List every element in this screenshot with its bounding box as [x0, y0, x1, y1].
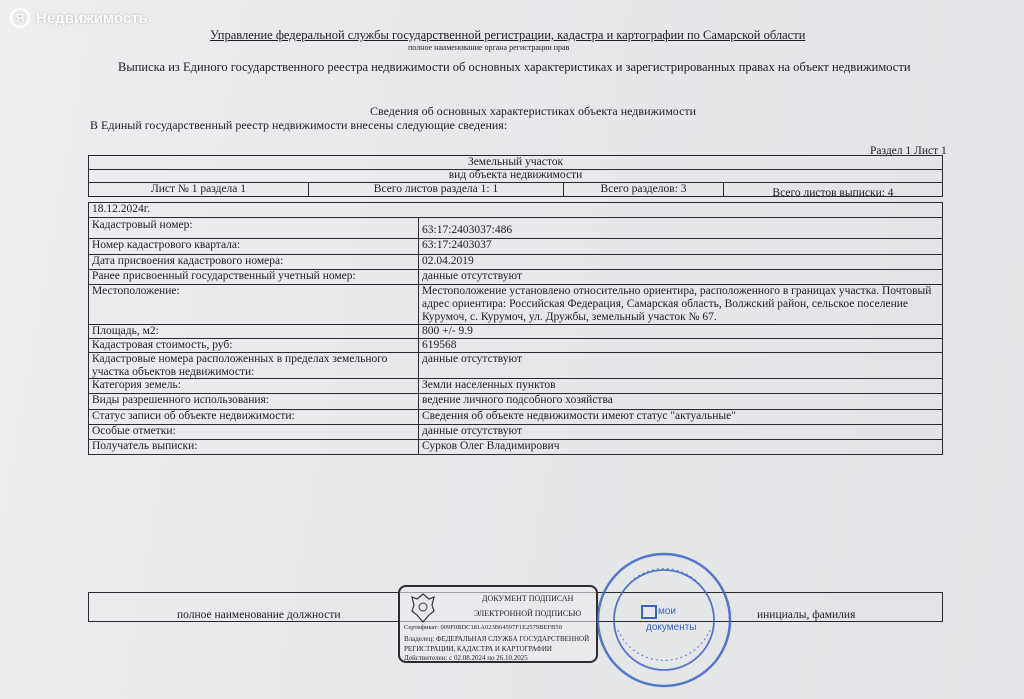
field-value: Земли населенных пунктов	[422, 379, 556, 391]
field-label: Кадастровые номера расположенных в пределах земельного участка объектов недвижимости:	[89, 353, 419, 378]
certificate-number: Сертификат: 009F0BDC181A023B64597F1E2579BEFB50	[404, 624, 562, 631]
field-label: Номер кадастрового квартала:	[89, 239, 419, 254]
sheet-counts-row	[88, 182, 943, 197]
esig-owner-line1: Владелец: ФЕДЕРАЛЬНАЯ СЛУЖБА ГОСУДАРСТВЕННОЙ	[404, 635, 590, 643]
field-value: Сурков Олег Владимирович	[422, 440, 560, 452]
esig-subtitle: ЭЛЕКТРОННОЙ ПОДПИСЬЮ	[474, 609, 582, 618]
field-row	[88, 255, 943, 270]
agency-title: Управление федеральной службы государственной регистрации, кадастра и картографии по Самарской области	[210, 28, 806, 42]
field-value: Сведения об объекте недвижимости имеют статус "актуальные"	[422, 410, 736, 422]
field-value: Местоположение установлено относительно ориентира, расположенного в границах участка. Почтовый адрес ориентира: Российская Федерация, Самарская область, Волжский район, сельское поселение Курумоч, с. Курумоч, ул. Дружбы, земельный участок № 67.	[422, 285, 932, 323]
sheet-info: Раздел 1 Лист 1	[870, 145, 947, 157]
field-label: Виды разрешенного использования:	[89, 394, 419, 409]
date-row	[88, 202, 943, 217]
esig-title: ДОКУМЕНТ ПОДПИСАН	[482, 594, 574, 603]
stamp-brand-line1: мои	[658, 606, 677, 617]
field-value: данные отсутствуют	[422, 353, 522, 365]
yandex-logo-icon: Я	[10, 8, 30, 28]
field-value: 63:17:2403037	[422, 239, 492, 251]
field-label: Кадастровая стоимость, руб:	[89, 339, 419, 352]
esig-validity: Действителен: с 02.08.2024 по 26.10.2025	[404, 654, 528, 662]
field-row	[88, 339, 943, 353]
watermark-text: Недвижимость	[36, 9, 148, 27]
position-label: полное наименование должности	[177, 609, 341, 621]
total-sections: Всего разделов: 3	[564, 183, 724, 196]
stamp-logo-icon	[642, 606, 656, 618]
field-value: 02.04.2019	[422, 255, 474, 267]
field-label: Категория земель:	[89, 379, 419, 393]
field-row	[88, 217, 943, 239]
field-row	[88, 379, 943, 394]
field-row	[88, 425, 943, 440]
field-label: Статус записи об объекте недвижимости:	[89, 410, 419, 424]
field-label: Кадастровый номер:	[89, 218, 419, 238]
field-row	[88, 394, 943, 410]
extract-title: Выписка из Единого государственного реестра недвижимости об основных характеристиках и зарегистрированных правах на объект недвижимости	[118, 60, 911, 74]
field-row	[88, 410, 943, 425]
field-label: Получатель выписки:	[89, 440, 419, 454]
field-row	[88, 325, 943, 339]
intro-text: В Единый государственный реестр недвижимости внесены следующие сведения:	[90, 118, 508, 132]
field-label: Ранее присвоенный государственный учетный номер:	[89, 270, 419, 284]
field-value: данные отсутствуют	[422, 270, 522, 282]
field-value: 619568	[422, 339, 457, 351]
object-type-caption: вид объекта недвижимости	[448, 169, 583, 181]
round-stamp	[594, 550, 734, 690]
name-label: инициалы, фамилия	[757, 609, 856, 621]
total-sheets: Всего листов выписки: 4	[772, 187, 894, 196]
section-title: Сведения об основных характеристиках объекта недвижимости	[370, 104, 697, 118]
sheet-number: Лист № 1 раздела 1	[89, 183, 309, 196]
esig-owner-line2: РЕГИСТРАЦИИ, КАДАСТРА И КАРТОГРАФИИ	[404, 645, 552, 653]
coat-of-arms-icon	[408, 591, 438, 625]
stamp-brand-line2: документы	[646, 622, 697, 633]
field-row	[88, 270, 943, 285]
field-row	[88, 285, 943, 325]
field-label: Особые отметки:	[89, 425, 419, 439]
field-row	[88, 239, 943, 255]
field-value: ведение личного подсобного хозяйства	[422, 394, 613, 406]
field-value: данные отсутствуют	[422, 425, 522, 437]
object-type-row	[88, 155, 943, 170]
field-value: 800 +/- 9.9	[422, 325, 473, 337]
field-label: Площадь, м2:	[89, 325, 419, 338]
field-row	[88, 353, 943, 379]
field-label: Местоположение:	[89, 285, 419, 324]
field-value: 63:17:2403037:486	[422, 224, 513, 236]
object-type-caption-row	[88, 169, 943, 183]
electronic-signature-block	[398, 585, 598, 663]
field-row	[88, 440, 943, 455]
extract-date: 18.12.2024г.	[92, 203, 151, 215]
agency-caption: полное наименование органа регистрации прав	[408, 43, 570, 52]
total-sheets-section: Всего листов раздела 1: 1	[309, 183, 564, 196]
site-watermark	[10, 8, 148, 28]
object-type: Земельный участок	[467, 156, 564, 168]
field-label: Дата присвоения кадастрового номера:	[89, 255, 419, 269]
